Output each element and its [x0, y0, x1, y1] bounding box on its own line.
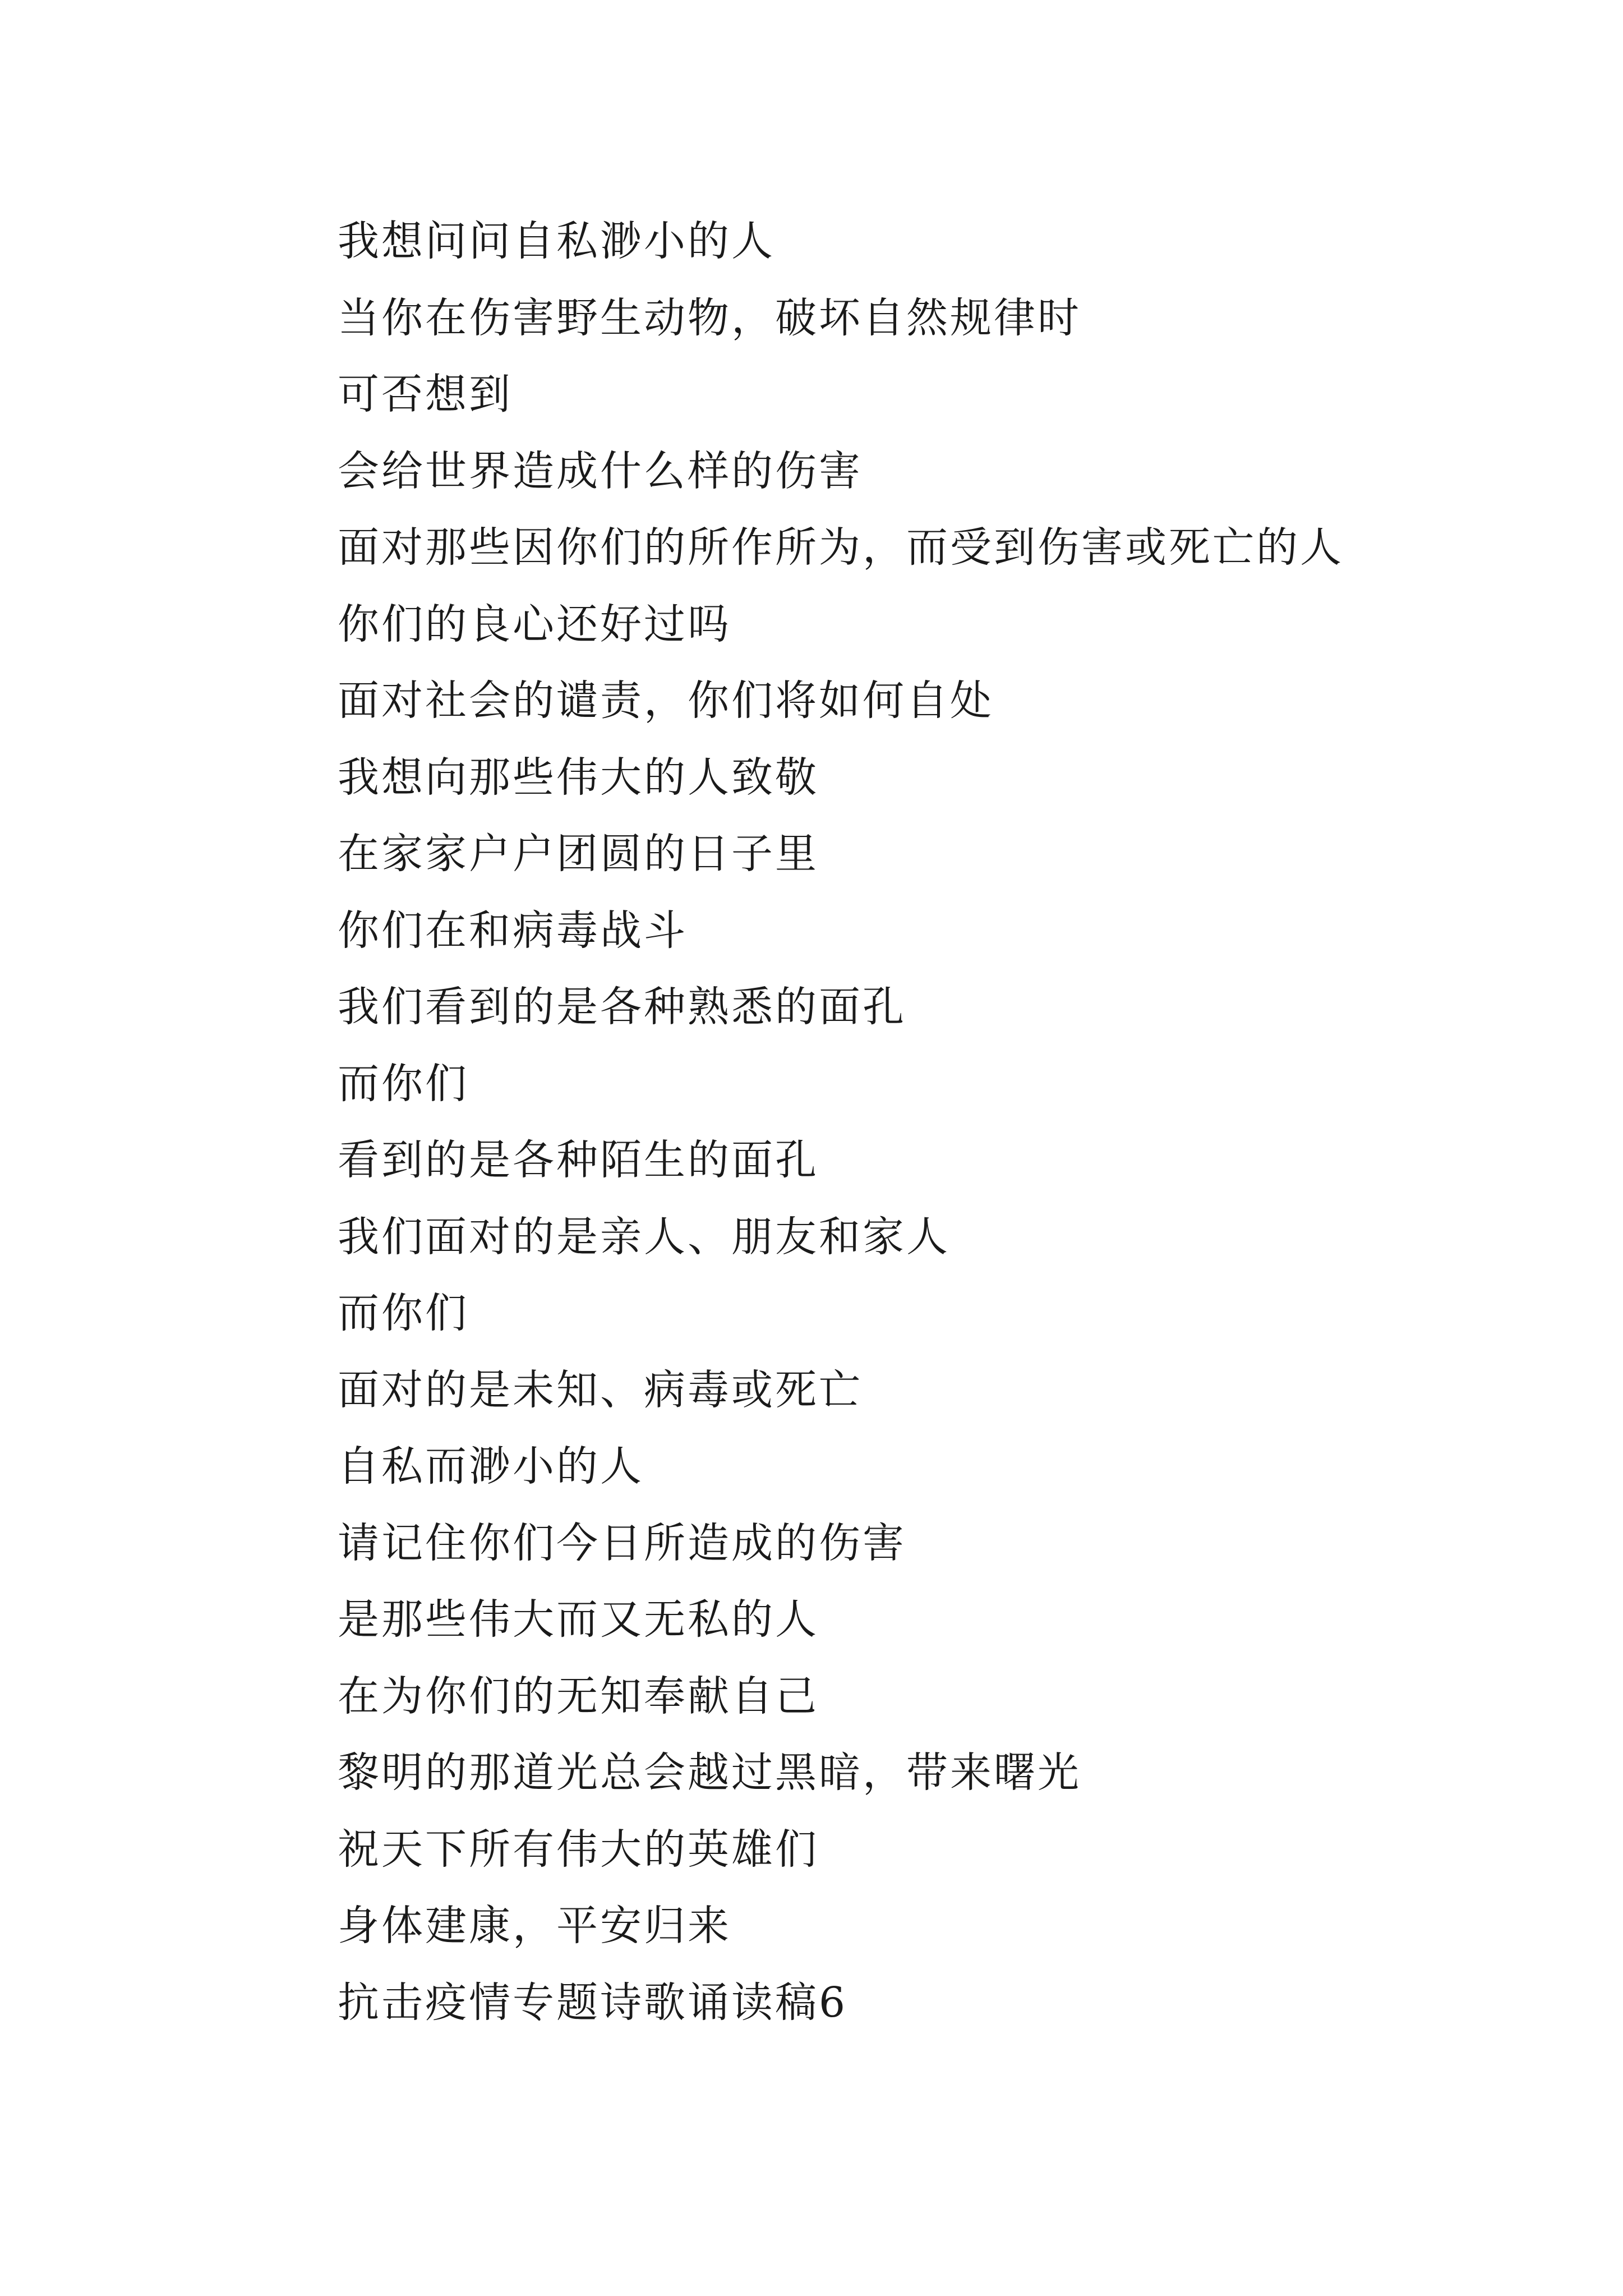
poem-line: 是那些伟大而又无私的人: [338, 1595, 819, 1644]
poem-line: 看到的是各种陌生的面孔: [338, 1136, 819, 1184]
poem-line: 面对那些因你们的所作所为，而受到伤害或死亡的人: [338, 523, 1344, 572]
poem-line: 在为你们的无知奉献自己: [338, 1672, 819, 1720]
poem-line: 你们的良心还好过吗: [338, 600, 731, 648]
poem-line: 身体建康，平安归来: [338, 1902, 731, 1950]
poem-line: 黎明的那道光总会越过黑暗，带来曙光: [338, 1749, 1081, 1797]
poem-line: 你们在和病毒战斗: [338, 906, 688, 955]
poem-line: 我想问问自私渺小的人: [338, 217, 775, 265]
poem-line: 可否想到: [338, 370, 513, 418]
poem-line: 自私而渺小的人: [338, 1442, 644, 1490]
section-heading: 抗击疫情专题诗歌诵读稿6: [338, 1978, 848, 2027]
poem-line: 会给世界造成什么样的伤害: [338, 447, 863, 495]
poem-line: 我们面对的是亲人、朋友和家人: [338, 1212, 950, 1261]
poem-line: 而你们: [338, 1289, 469, 1337]
poem-line: 祝天下所有伟大的英雄们: [338, 1825, 819, 1874]
poem-line: 我想向那些伟大的人致敬: [338, 753, 819, 802]
poem-text-block: [338, 213, 1344, 2051]
poem-line: 而你们: [338, 1059, 469, 1108]
poem-line: 请记住你们今日所造成的伤害: [338, 1519, 906, 1567]
poem-line: 当你在伤害野生动物，破坏自然规律时: [338, 293, 1081, 342]
poem-line: 在家家户户团圆的日子里: [338, 830, 819, 878]
poem-line: 我们看到的是各种熟悉的面孔: [338, 983, 906, 1031]
poem-line: 面对的是未知、病毒或死亡: [338, 1365, 863, 1414]
poem-line: 面对社会的谴责，你们将如何自处: [338, 677, 994, 725]
